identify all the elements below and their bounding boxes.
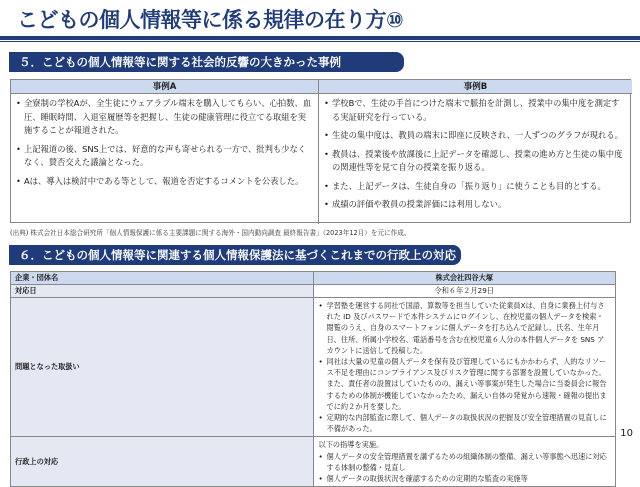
section6-heading: ６．こどもの個人情報等に関連する個人情報保護法に基づくこれまでの行政上の対応 — [9, 245, 461, 265]
case-b-item: • また、上記データは、生徒自身の「振り返り」に使うことも目的とする。 — [324, 180, 627, 194]
case-a-body — [11, 94, 319, 224]
problem-item: • 定期的な内部監査に際して、個人データの取扱状況の把握及び安全管理措置の見直しに不備があった。 — [319, 412, 611, 434]
action-lead: 以下の指導を実施。 — [318, 440, 384, 450]
enforcement-table — [10, 271, 616, 487]
action-cell — [313, 437, 616, 487]
case-b-item: • 学校Bで、生徒の手首につけた端末で脈拍を計測し、授業中の集中度を測定する実証研究を行っている。 — [324, 97, 627, 124]
section5-heading: ５．こどもの個人情報等に関する社会的反響の大きかった事例 — [9, 52, 404, 72]
case-a-item: • 全寮制の学校Aが、全生徒にウェアラブル端末を購入してもらい、心拍数、血圧、睡眠時間、入退室履歴等を把握し、生徒の健康管理に役立てる取組を実施することが報道された。 — [16, 97, 313, 138]
case-b-item: • 成績の評価や教員の授業評価には利用しない。 — [324, 198, 627, 212]
source-note: (出典) 株式会社日本総合研究所「個人情報保護に係る主要課題に関する海外・国内動向調査 最終報告書」（2023年12月）を元に作成。 — [10, 229, 411, 237]
org-label: 企業・団体名 — [11, 272, 314, 285]
page-title: こどもの個人情報等に係る規律の在り方⑩ — [17, 8, 404, 32]
org-value: 株式会社四谷大塚 — [313, 272, 616, 285]
title-underline — [0, 36, 640, 40]
case-b-item: • 生徒の集中度は、教員の端末に即座に反映され、一人ずつのグラフが現れる。 — [324, 129, 627, 143]
problem-item: • 学習塾を運営する同社で国語、算数等を担当していた従業員Xは、自身に業務上付与された ID 及びパスワードで本件システムにログインし、在校児童の個人データを検索・閲覧のうえ、自身のスマートフォンに個人データを打ち込んで記録し、氏名、生年月日、住所、所属小学校名、電話番号を含む在校児童６人分の本件個人データを SNS アカウントに送信して投稿した。 — [319, 300, 611, 356]
date-value: 令和６年２月29日 — [313, 285, 616, 298]
case-a-header: 事例A — [11, 80, 319, 94]
action-label: 行政上の対応 — [11, 437, 314, 487]
case-b-header: 事例B — [319, 80, 632, 94]
case-table — [10, 79, 631, 223]
problem-label: 問題となった取扱い — [11, 298, 314, 437]
case-b-body — [319, 94, 632, 224]
table-row — [11, 285, 616, 298]
action-item: • 個人データの取扱状況を確認するための定期的な監査の実施等 — [319, 473, 611, 484]
table-row — [11, 437, 616, 487]
problem-item: • 同社は大量の児童の個人データを保有及び管理しているにもかかわらず、人的なリソース不足を理由にコンプライアンス及びリスク管理に関する部署を設置していなかった。また、責任者の設置はしていたものの、漏えい等事案が発生した場合に当委員会に報告するための体制が機能していなかったため、漏えい自体の発覚から速報・確報の提出までに約２か月を要した。 — [319, 356, 611, 412]
case-b-item: • 教員は、授業後や放課後に上記データを確認し、授業の進め方と生徒の集中度の関連性等を見て自分の授業を振り返る。 — [324, 148, 627, 175]
page-number: 10 — [620, 428, 633, 439]
table-row — [11, 298, 616, 437]
case-a-item: • 上記報道の後、SNS上では、好意的な声も寄せられる一方で、批判も少なくなく、賛否交えた議論となった。 — [16, 143, 313, 170]
date-label: 対応日 — [11, 285, 314, 298]
problem-cell — [313, 298, 616, 437]
table-row — [11, 272, 616, 285]
case-a-item: • Aは、導入は検討中である等として、報道を否定するコメントを公表した。 — [16, 175, 313, 189]
action-item: • 個人データの安全管理措置を講ずるための組織体制の整備、漏えい等事態へ迅速に対応する体制の整備・見直し — [319, 451, 611, 473]
